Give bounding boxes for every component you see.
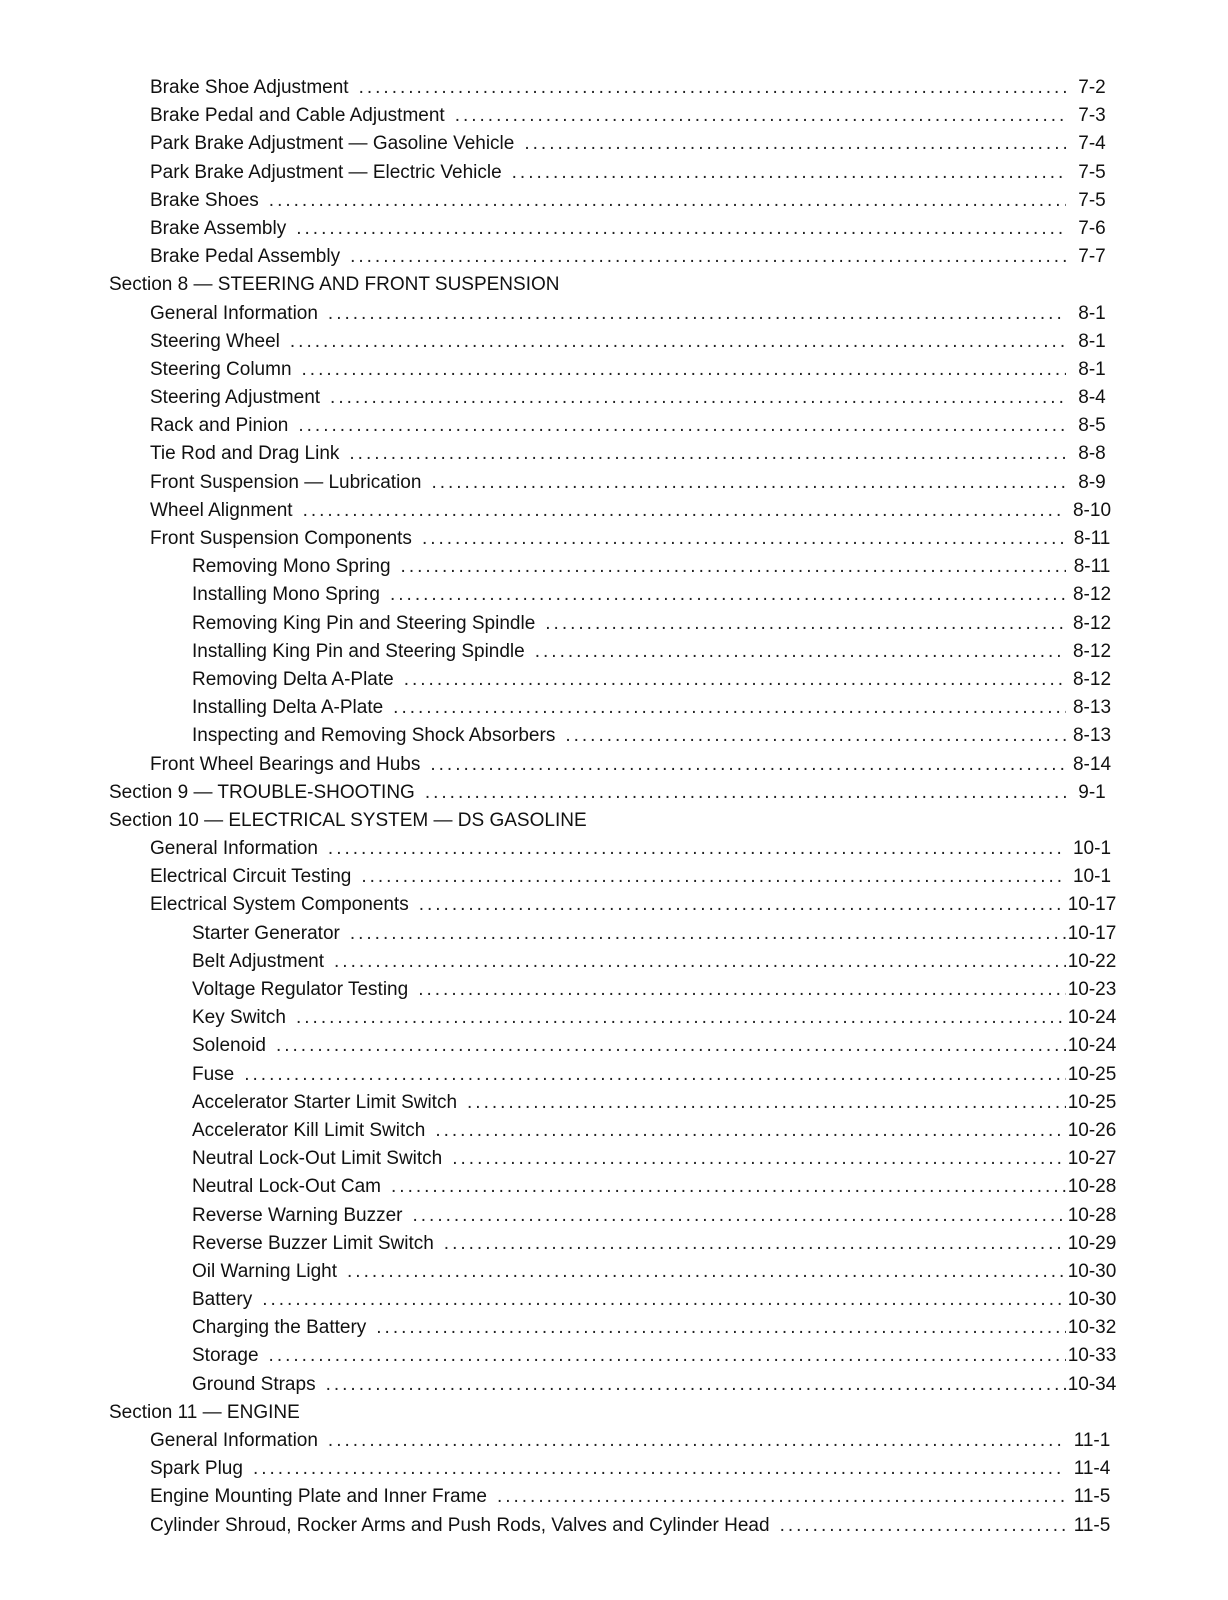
toc-entry-leader-group (192, 1032, 1066, 1060)
toc-entry-title: Fuse (192, 1061, 244, 1089)
toc-page-number: 10-24 (1067, 1007, 1117, 1029)
toc-page-number: 7-4 (1078, 133, 1106, 155)
toc-page-number: 10-26 (1067, 1119, 1117, 1141)
toc-entry (0, 1032, 1228, 1060)
toc-page-number: 8-9 (1078, 471, 1106, 493)
toc-page-number: 8-12 (1072, 584, 1112, 606)
toc-entry (0, 384, 1228, 412)
toc-entry-leader-group (192, 1145, 1066, 1173)
toc-page-number: 10-33 (1067, 1345, 1117, 1367)
toc-dot-leader (418, 976, 1066, 1004)
toc-entry (0, 412, 1228, 440)
toc-entry-title: Brake Assembly (150, 215, 296, 243)
toc-page-number: 11-5 (1073, 1486, 1111, 1508)
toc-entry-title: Accelerator Starter Limit Switch (192, 1089, 467, 1117)
toc-dot-leader (497, 1483, 1066, 1511)
toc-dot-leader (452, 1145, 1066, 1173)
toc-page-number: 10-28 (1067, 1176, 1117, 1198)
toc-page-number: 10-32 (1067, 1317, 1117, 1339)
toc-page-number: 10-1 (1072, 838, 1112, 860)
toc-entry-leader-group (192, 976, 1066, 1004)
toc-entry (0, 1342, 1228, 1370)
toc-page-number: 10-25 (1067, 1063, 1117, 1085)
toc-dot-leader (253, 1455, 1066, 1483)
toc-entry-leader-group (150, 102, 1066, 130)
toc-entry-leader-group (192, 694, 1066, 722)
toc-dot-leader (376, 1314, 1066, 1342)
toc-entry (0, 553, 1228, 581)
toc-entry-leader-group (150, 863, 1066, 891)
toc-entry (0, 863, 1228, 891)
toc-dot-leader (545, 610, 1066, 638)
toc-entry-title: Wheel Alignment (150, 497, 303, 525)
toc-section-heading (0, 807, 1228, 835)
toc-entry (0, 1230, 1228, 1258)
toc-dot-leader (455, 102, 1066, 130)
toc-dot-leader (326, 1371, 1066, 1399)
toc-entry-title: Brake Pedal Assembly (150, 243, 350, 271)
toc-section-heading (0, 1399, 1228, 1427)
toc-dot-leader (412, 1202, 1066, 1230)
toc-entry-leader-group (192, 581, 1066, 609)
toc-entry-leader-group (192, 1258, 1066, 1286)
toc-entry (0, 102, 1228, 130)
toc-dot-leader (276, 1032, 1066, 1060)
toc-entry-title: Oil Warning Light (192, 1258, 347, 1286)
toc-entry-leader-group (192, 1173, 1066, 1201)
toc-page-number: 7-7 (1078, 246, 1106, 268)
toc-dot-leader (404, 666, 1066, 694)
toc-entry-leader-group (150, 835, 1066, 863)
toc-entry (0, 835, 1228, 863)
toc-entry (0, 1483, 1228, 1511)
toc-entry-leader-group (150, 384, 1066, 412)
toc-entry (0, 1173, 1228, 1201)
toc-dot-leader (390, 581, 1066, 609)
toc-section-heading (0, 779, 1228, 807)
toc-page-number: 8-5 (1078, 415, 1106, 437)
toc-dot-leader (467, 1089, 1066, 1117)
toc-entry-title: Front Wheel Bearings and Hubs (150, 751, 430, 779)
toc-entry (0, 948, 1228, 976)
toc-entry-leader-group (192, 1342, 1066, 1370)
toc-entry-leader-group (150, 159, 1066, 187)
toc-dot-leader (350, 243, 1066, 271)
toc-page-number: 7-5 (1078, 189, 1106, 211)
toc-dot-leader (328, 300, 1066, 328)
toc-dot-leader (328, 835, 1066, 863)
toc-entry-leader-group (150, 469, 1066, 497)
toc-page-number: 8-14 (1072, 753, 1112, 775)
toc-entry-title: Brake Shoes (150, 187, 269, 215)
toc-dot-leader (361, 863, 1066, 891)
toc-dot-leader (269, 187, 1066, 215)
toc-dot-leader (401, 553, 1066, 581)
toc-page-number: 8-12 (1072, 668, 1112, 690)
table-of-contents (0, 74, 1228, 1540)
toc-dot-leader (296, 1004, 1066, 1032)
toc-entry-leader-group (150, 243, 1066, 271)
toc-entry-title: Park Brake Adjustment — Gasoline Vehicle (150, 130, 524, 158)
toc-entry-leader-group (192, 638, 1066, 666)
toc-dot-leader (334, 948, 1066, 976)
toc-entry-leader-group (192, 610, 1066, 638)
toc-entry-title: Section 8 — STEERING AND FRONT SUSPENSION (109, 271, 569, 299)
toc-entry-title: Battery (192, 1286, 262, 1314)
toc-dot-leader (330, 384, 1066, 412)
toc-page-number: 8-12 (1072, 640, 1112, 662)
toc-entry (0, 1258, 1228, 1286)
toc-page-number: 8-8 (1078, 443, 1106, 465)
toc-dot-leader (435, 1117, 1066, 1145)
toc-dot-leader (444, 1230, 1066, 1258)
toc-entry-leader-group (192, 1371, 1066, 1399)
toc-entry-leader-group (150, 130, 1066, 158)
toc-entry-leader-group (150, 1483, 1066, 1511)
toc-dot-leader (262, 1286, 1066, 1314)
toc-page-number: 10-17 (1067, 894, 1117, 916)
toc-entry (0, 1117, 1228, 1145)
toc-entry-title: Charging the Battery (192, 1314, 376, 1342)
toc-entry-title: Brake Pedal and Cable Adjustment (150, 102, 455, 130)
toc-entry-title: Section 10 — ELECTRICAL SYSTEM — DS GASOLINE (109, 807, 597, 835)
toc-dot-leader (296, 215, 1066, 243)
toc-page-number: 10-27 (1067, 1148, 1117, 1170)
toc-entry-leader-group (150, 1512, 1066, 1540)
toc-entry-leader-group (109, 807, 1066, 835)
toc-dot-leader (269, 1342, 1066, 1370)
toc-page-number: 7-6 (1078, 217, 1106, 239)
toc-page-number: 10-17 (1067, 922, 1117, 944)
toc-entry-leader-group (150, 215, 1066, 243)
toc-entry-leader-group (192, 666, 1066, 694)
toc-entry-title: Rack and Pinion (150, 412, 298, 440)
toc-entry (0, 440, 1228, 468)
toc-entry (0, 1455, 1228, 1483)
toc-entry (0, 1371, 1228, 1399)
toc-entry (0, 666, 1228, 694)
toc-page-number: 10-23 (1067, 979, 1117, 1000)
toc-entry (0, 1314, 1228, 1342)
toc-dot-leader (393, 694, 1066, 722)
toc-entry-title: Reverse Buzzer Limit Switch (192, 1230, 444, 1258)
toc-page-number: 8-11 (1073, 528, 1111, 549)
toc-entry-leader-group (192, 1314, 1066, 1342)
toc-entry-title: General Information (150, 1427, 328, 1455)
toc-page-number: 11-4 (1073, 1458, 1111, 1480)
toc-dot-leader (303, 497, 1066, 525)
toc-dot-leader (422, 525, 1066, 553)
toc-page-number: 8-10 (1072, 499, 1112, 521)
toc-entry (0, 920, 1228, 948)
toc-entry (0, 159, 1228, 187)
toc-entry-leader-group (150, 497, 1066, 525)
toc-entry-title: Neutral Lock-Out Limit Switch (192, 1145, 452, 1173)
toc-page-number: 11-1 (1073, 1430, 1111, 1451)
toc-dot-leader (347, 1258, 1066, 1286)
toc-entry-title: Brake Shoe Adjustment (150, 74, 359, 102)
toc-entry-title: Engine Mounting Plate and Inner Frame (150, 1483, 497, 1511)
toc-entry-leader-group (109, 779, 1066, 807)
toc-entry-title: Installing Mono Spring (192, 581, 390, 609)
toc-entry-leader-group (192, 1286, 1066, 1314)
toc-page-number: 8-13 (1072, 697, 1112, 719)
toc-entry-title: Section 11 — ENGINE (109, 1399, 310, 1427)
toc-entry-title: Installing Delta A-Plate (192, 694, 393, 722)
toc-dot-leader (535, 638, 1066, 666)
toc-entry (0, 638, 1228, 666)
toc-entry-leader-group (150, 891, 1066, 919)
toc-entry-leader-group (109, 271, 1066, 299)
toc-entry-leader-group (192, 1061, 1066, 1089)
toc-entry (0, 581, 1228, 609)
toc-entry-leader-group (192, 948, 1066, 976)
toc-dot-leader (419, 891, 1066, 919)
toc-dot-leader (328, 1427, 1066, 1455)
toc-entry (0, 1512, 1228, 1540)
toc-entry-title: Steering Wheel (150, 328, 290, 356)
toc-dot-leader (431, 469, 1066, 497)
toc-entry-title: Cylinder Shroud, Rocker Arms and Push Rods, Valves and Cylinder Head (150, 1512, 780, 1540)
toc-page-number: 7-3 (1078, 105, 1106, 127)
toc-entry (0, 328, 1228, 356)
toc-dot-leader (391, 1173, 1066, 1201)
toc-entry-title: Electrical System Components (150, 891, 419, 919)
toc-page-number: 8-1 (1078, 358, 1106, 380)
toc-entry-title: Key Switch (192, 1004, 296, 1032)
toc-dot-leader (290, 328, 1066, 356)
toc-dot-leader (512, 159, 1066, 187)
toc-dot-leader (244, 1061, 1066, 1089)
toc-page-number: 10-30 (1067, 1260, 1117, 1282)
toc-dot-leader (359, 74, 1066, 102)
toc-entry-leader-group (150, 300, 1066, 328)
toc-page-number: 10-1 (1072, 866, 1112, 888)
toc-page-number: 8-1 (1078, 330, 1106, 352)
toc-page-number: 8-1 (1078, 302, 1106, 324)
toc-entry (0, 694, 1228, 722)
toc-dot-leader (350, 920, 1066, 948)
toc-entry-leader-group (150, 74, 1066, 102)
toc-entry-title: Installing King Pin and Steering Spindle (192, 638, 535, 666)
toc-entry (0, 722, 1228, 750)
toc-entry-title: Accelerator Kill Limit Switch (192, 1117, 435, 1145)
toc-entry-leader-group (150, 1427, 1066, 1455)
toc-entry-title: Storage (192, 1342, 269, 1370)
toc-entry (0, 1061, 1228, 1089)
toc-entry-leader-group (192, 722, 1066, 750)
toc-dot-leader (780, 1512, 1066, 1540)
toc-entry (0, 1427, 1228, 1455)
toc-entry (0, 610, 1228, 638)
toc-entry-leader-group (150, 187, 1066, 215)
toc-entry-title: Steering Column (150, 356, 302, 384)
toc-page-number: 8-11 (1073, 556, 1111, 578)
toc-page-number: 10-22 (1067, 950, 1117, 972)
toc-entry (0, 356, 1228, 384)
toc-entry-leader-group (192, 553, 1066, 581)
toc-entry-title: General Information (150, 300, 328, 328)
toc-entry-title: Front Suspension — Lubrication (150, 469, 431, 497)
toc-entry (0, 1089, 1228, 1117)
toc-entry-title: Park Brake Adjustment — Electric Vehicle (150, 159, 512, 187)
toc-entry-leader-group (150, 751, 1066, 779)
toc-entry (0, 300, 1228, 328)
toc-page-number: 10-30 (1067, 1289, 1117, 1311)
toc-entry (0, 976, 1228, 1004)
toc-entry-title: Inspecting and Removing Shock Absorbers (192, 722, 565, 750)
toc-entry-title: Steering Adjustment (150, 384, 330, 412)
toc-section-heading (0, 271, 1228, 299)
toc-entry (0, 243, 1228, 271)
toc-page-number: 9-1 (1078, 781, 1106, 803)
toc-entry (0, 1004, 1228, 1032)
toc-dot-leader (430, 751, 1066, 779)
toc-dot-leader (524, 130, 1066, 158)
toc-entry-title: Electrical Circuit Testing (150, 863, 361, 891)
toc-entry-leader-group (150, 1455, 1066, 1483)
toc-entry-title: Belt Adjustment (192, 948, 334, 976)
toc-entry (0, 187, 1228, 215)
toc-entry (0, 525, 1228, 553)
toc-page-number: 10-25 (1067, 1091, 1117, 1113)
toc-page-number: 8-13 (1072, 725, 1112, 747)
toc-page-number: 10-29 (1067, 1232, 1117, 1254)
toc-entry (0, 497, 1228, 525)
toc-entry-title: Removing Mono Spring (192, 553, 401, 581)
toc-dot-leader (298, 412, 1066, 440)
toc-entry-leader-group (150, 328, 1066, 356)
toc-entry-title: Ground Straps (192, 1371, 326, 1399)
toc-entry-leader-group (150, 440, 1066, 468)
toc-entry-leader-group (150, 525, 1066, 553)
toc-entry-title: Starter Generator (192, 920, 350, 948)
toc-dot-leader (349, 440, 1066, 468)
toc-page-number: 7-2 (1078, 77, 1106, 98)
toc-entry-leader-group (109, 1399, 1066, 1427)
toc-dot-leader (302, 356, 1066, 384)
toc-entry-title: Spark Plug (150, 1455, 253, 1483)
toc-entry-leader-group (150, 356, 1066, 384)
toc-page-number: 10-24 (1067, 1035, 1117, 1057)
toc-entry-title: Removing King Pin and Steering Spindle (192, 610, 545, 638)
toc-entry-title: Tie Rod and Drag Link (150, 440, 349, 468)
toc-entry-title: Removing Delta A-Plate (192, 666, 404, 694)
toc-entry-leader-group (192, 1004, 1066, 1032)
toc-dot-leader (565, 722, 1066, 750)
toc-entry-title: Neutral Lock-Out Cam (192, 1173, 391, 1201)
toc-entry-title: Voltage Regulator Testing (192, 976, 418, 1004)
toc-entry (0, 1202, 1228, 1230)
toc-page-number: 8-4 (1078, 387, 1106, 409)
toc-entry (0, 1286, 1228, 1314)
toc-entry-title: Front Suspension Components (150, 525, 422, 553)
toc-entry (0, 891, 1228, 919)
toc-entry (0, 215, 1228, 243)
toc-page-number: 11-5 (1073, 1514, 1111, 1536)
toc-entry-leader-group (192, 920, 1066, 948)
toc-entry (0, 130, 1228, 158)
toc-page-number: 10-34 (1067, 1373, 1117, 1395)
toc-entry-leader-group (192, 1089, 1066, 1117)
toc-entry-title: Reverse Warning Buzzer (192, 1202, 412, 1230)
toc-entry (0, 751, 1228, 779)
toc-page-number: 8-12 (1072, 612, 1112, 634)
toc-entry-title: Section 9 — TROUBLE-SHOOTING (109, 779, 425, 807)
toc-entry (0, 1145, 1228, 1173)
toc-entry-title: General Information (150, 835, 328, 863)
toc-entry (0, 74, 1228, 102)
toc-page-number: 7-5 (1078, 161, 1106, 183)
toc-entry-leader-group (192, 1117, 1066, 1145)
toc-dot-leader (425, 779, 1066, 807)
toc-entry-leader-group (150, 412, 1066, 440)
toc-entry (0, 469, 1228, 497)
toc-page-number: 10-28 (1067, 1204, 1117, 1226)
toc-entry-leader-group (192, 1230, 1066, 1258)
toc-entry-leader-group (192, 1202, 1066, 1230)
toc-entry-title: Solenoid (192, 1032, 276, 1060)
